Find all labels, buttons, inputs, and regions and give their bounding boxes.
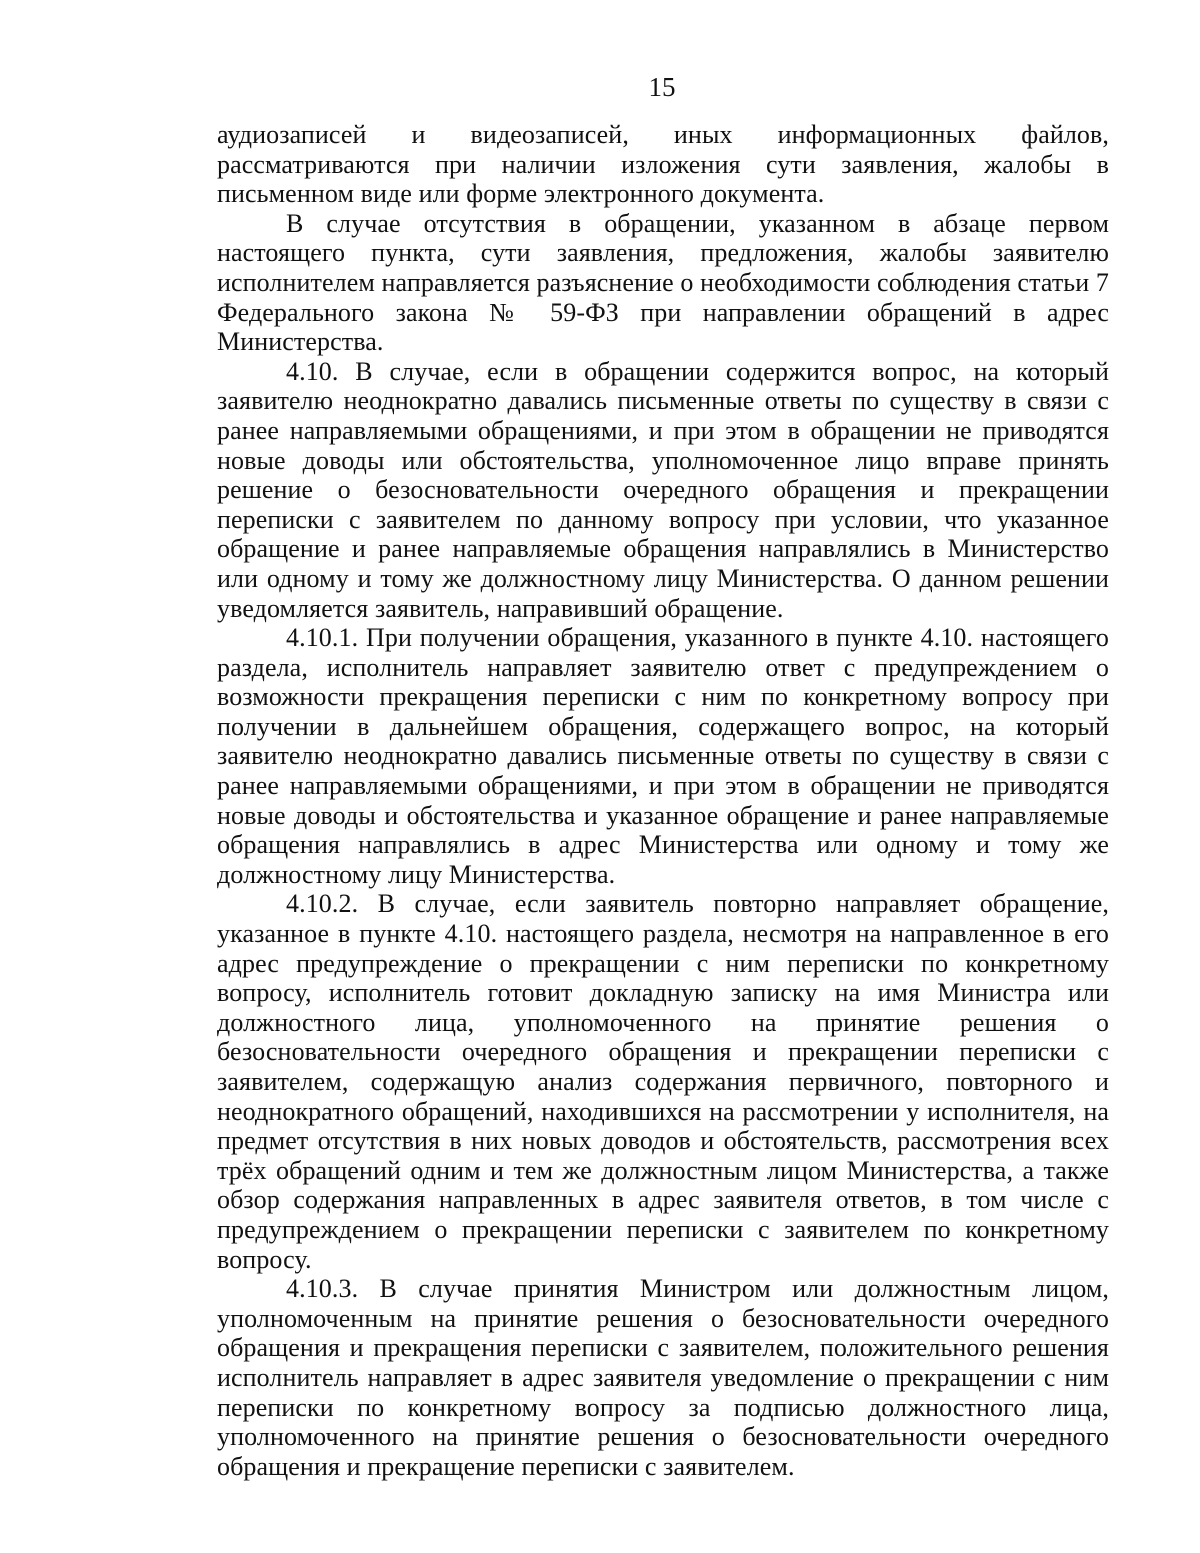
page-number: 15: [648, 72, 676, 102]
paragraph-continuation: аудиозаписей и видеозаписей, иных информационных файлов, рассматриваются при наличии изложения сути заявления, жалобы в письменном виде или форме электронного документа.: [217, 120, 1109, 209]
paragraph-4-10-2: 4.10.2. В случае, если заявитель повторно направляет обращение, указанное в пункте 4.10. настоящего раздела, несмотря на направленное в его адрес предупреждение о прекращении с ним переписки по конкретному вопросу, исполнитель готовит докладную записку на имя Министра или должностного лица, уполномоченного на принятие решения о безосновательности очередного обращения и прекращении переписки с заявителем, содержащую анализ содержания первичного, повторного и неоднократного обращений, находившихся на рассмотрении у исполнителя, на предмет отсутствия в них новых доводов и обстоятельств, рассмотрения всех трёх обращений одним и тем же должностным лицом Министерства, а также обзор содержания направленных в адрес заявителя ответов, в том числе с предупреждением о прекращении переписки с заявителем по конкретному вопросу.: [217, 889, 1109, 1274]
paragraph-4-10-1: 4.10.1. При получении обращения, указанного в пункте 4.10. настоящего раздела, исполнитель направляет заявителю ответ с предупреждением о возможности прекращения переписки с ним по конкретному вопросу при получении в дальнейшем обращения, содержащего вопрос, на который заявителю неоднократно давались письменные ответы по существу в связи с ранее направляемыми обращениями, и при этом в обращении не приводятся новые доводы и обстоятельства и указанное обращение и ранее направляемые обращения направлялись в адрес Министерства или одному и тому же должностному лицу Министерства.: [217, 623, 1109, 889]
paragraph-4-10: 4.10. В случае, если в обращении содержится вопрос, на который заявителю неоднократно давались письменные ответы по существу в связи с ранее направляемыми обращениями, и при этом в обращении не приводятся новые доводы или обстоятельства, уполномоченное лицо вправе принять решение о безосновательности очередного обращения и прекращении переписки с заявителем по данному вопросу при условии, что указанное обращение и ранее направляемые обращения направлялись в Министерство или одному и тому же должностному лицу Министерства. О данном решении уведомляется заявитель, направивший обращение.: [217, 356, 1109, 623]
document-body: [217, 120, 1109, 1481]
paragraph-explanation: В случае отсутствия в обращении, указанном в абзаце первом настоящего пункта, сути заявления, предложения, жалобы заявителю исполнителем направляется разъяснение о необходимости соблюдения статьи 7 Федерального закона № 59-ФЗ при направлении обращений в адрес Министерства.: [217, 208, 1109, 357]
paragraph-4-10-3: 4.10.3. В случае принятия Министром или должностным лицом, уполномоченным на принятие решения о безосновательности очередного обращения и прекращения переписки с заявителем, положительного решения исполнитель направляет в адрес заявителя уведомление о прекращении с ним переписки по конкретному вопросу за подписью должностного лица, уполномоченного на принятие решения о безосновательности очередного обращения и прекращение переписки с заявителем.: [217, 1274, 1109, 1481]
